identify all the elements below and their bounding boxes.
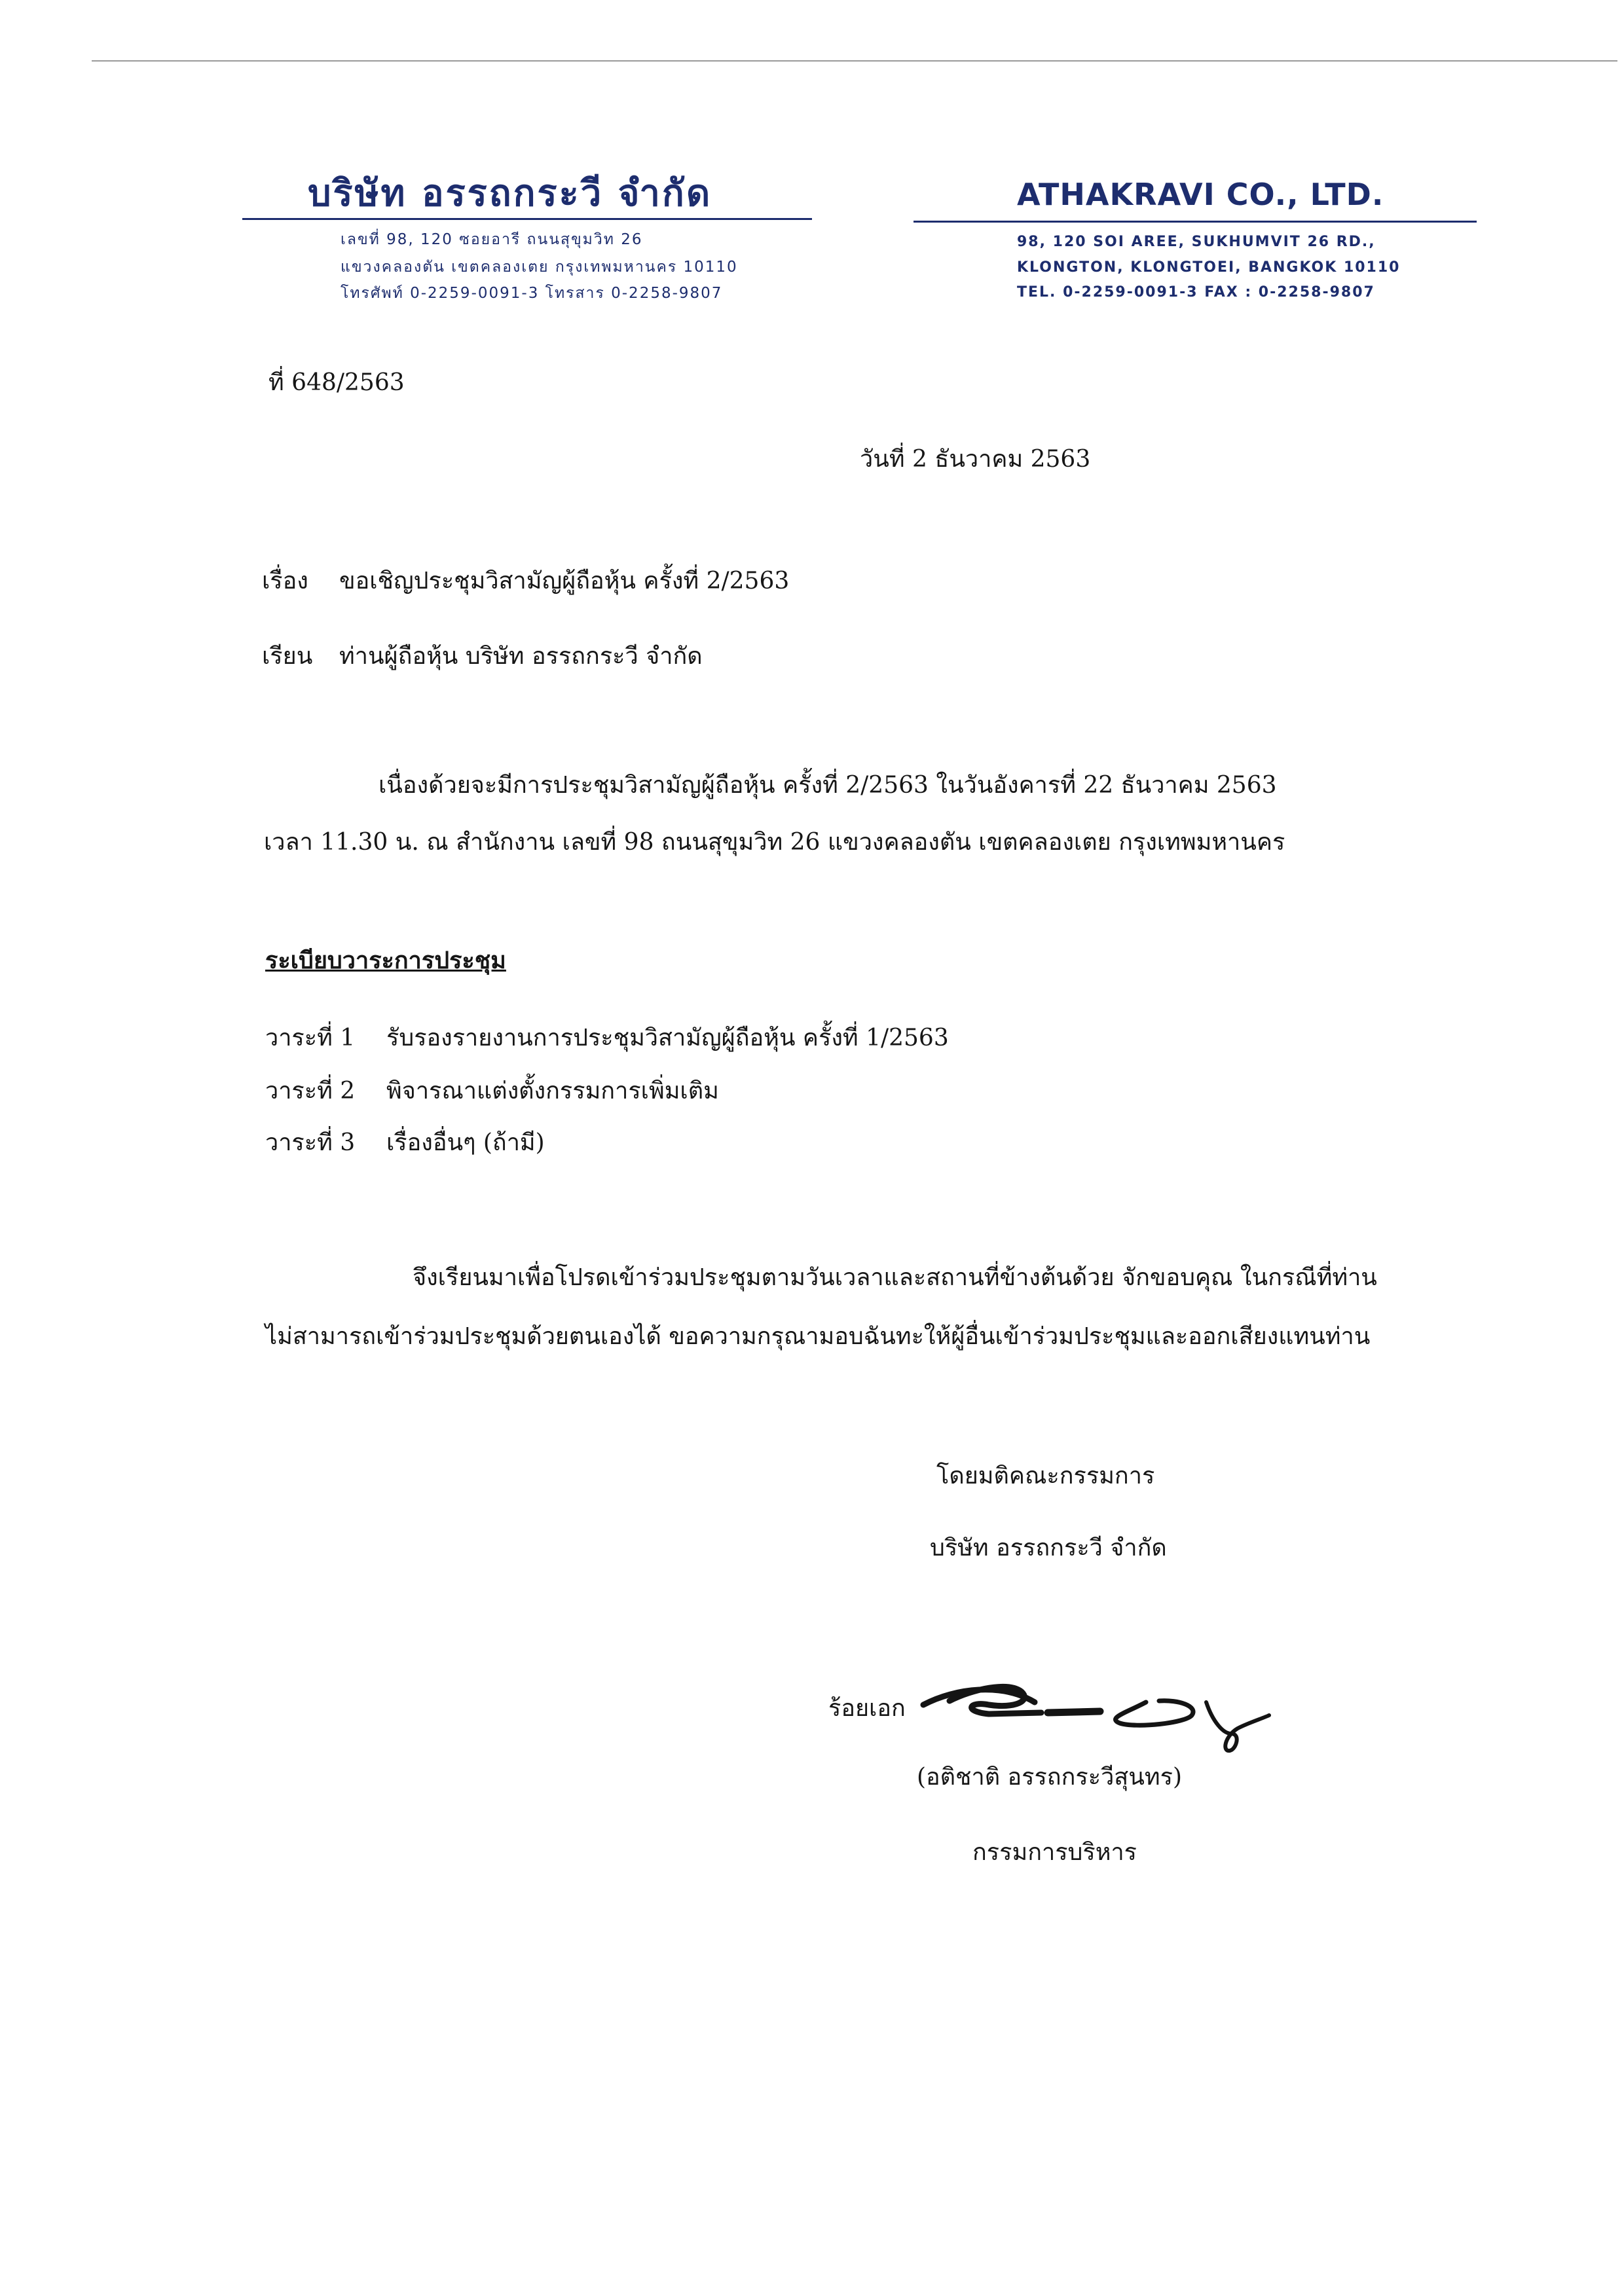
letterhead-rule-right: [913, 221, 1477, 223]
subject-label: เรื่อง: [262, 568, 308, 594]
agenda-heading: ระเบียบวาระการประชุม: [265, 947, 506, 974]
signatory-position: กรรมการบริหาร: [972, 1839, 1137, 1866]
agenda-item-text: เรื่องอื่นๆ (ถ้ามี): [386, 1129, 545, 1156]
subject-text: ขอเชิญประชุมวิสามัญผู้ถือหุ้น ครั้งที่ 2/2563: [339, 568, 790, 594]
address-thai-line2: แขวงคลองตัน เขตคลองเตย กรุงเทพมหานคร 10110: [341, 259, 738, 276]
recipient-text: ท่านผู้ถือหุ้น บริษัท อรรถกระวี จำกัด: [339, 643, 703, 670]
closing-company-name: บริษัท อรรถกระวี จำกัด: [930, 1535, 1167, 1561]
agenda-item-text: พิจารณาแต่งตั้งกรรมการเพิ่มเติม: [386, 1078, 719, 1104]
address-english-line1: 98, 120 SOI AREE, SUKHUMVIT 26 RD.,: [1017, 234, 1376, 250]
letter-date: วันที่ 2 ธันวาคม 2563: [860, 446, 1091, 473]
contact-thai: โทรศัพท์ 0-2259-0091-3 โทรสาร 0-2258-9807: [341, 285, 723, 302]
agenda-item-label: วาระที่ 3: [265, 1129, 356, 1156]
paragraph2-line1: จึงเรียนมาเพื่อโปรดเข้าร่วมประชุมตามวันเวลาและสถานที่ข้างต้นด้วย จักขอบคุณ ในกรณีที่ท่าน: [413, 1264, 1377, 1291]
handwritten-signature: [910, 1663, 1277, 1768]
scan-top-rule: [92, 60, 1617, 62]
reference-number: ที่ 648/2563: [268, 369, 405, 396]
agenda-item-label: วาระที่ 2: [265, 1078, 356, 1104]
contact-english: TEL. 0-2259-0091-3 FAX : 0-2258-9807: [1017, 284, 1375, 301]
agenda-item-label: วาระที่ 1: [265, 1025, 356, 1051]
signatory-name: (อติชาติ อรรถกระวีสุนทร): [917, 1764, 1182, 1791]
closing-board-resolution: โดยมติคณะกรรมการ: [936, 1463, 1155, 1489]
signatory-rank: ร้อยเอก: [828, 1695, 906, 1722]
paragraph2-line2: ไม่สามารถเข้าร่วมประชุมด้วยตนเองได้ ขอความกรุณามอบฉันทะให้ผู้อื่นเข้าร่วมประชุมและออกเสียงแทนท่าน: [265, 1323, 1371, 1350]
agenda-item-text: รับรองรายงานการประชุมวิสามัญผู้ถือหุ้น ครั้งที่ 1/2563: [386, 1025, 949, 1051]
company-name-english: ATHAKRAVI CO., LTD.: [1017, 177, 1384, 212]
company-name-thai: บริษัท อรรถกระวี จำกัด: [308, 172, 712, 215]
letterhead-rule-left: [242, 218, 812, 220]
address-english-line2: KLONGTON, KLONGTOEI, BANGKOK 10110: [1017, 259, 1401, 276]
recipient-label: เรียน: [262, 643, 313, 670]
paragraph1-line2: เวลา 11.30 น. ณ สำนักงาน เลขที่ 98 ถนนสุขุมวิท 26 แขวงคลองตัน เขตคลองเตย กรุงเทพมหานคร: [264, 829, 1285, 856]
address-thai-line1: เลขที่ 98, 120 ซอยอารี ถนนสุขุมวิท 26: [341, 231, 643, 248]
paragraph1-line1: เนื่องด้วยจะมีการประชุมวิสามัญผู้ถือหุ้น ครั้งที่ 2/2563 ในวันอังคารที่ 22 ธันวาคม 2563: [378, 772, 1277, 799]
